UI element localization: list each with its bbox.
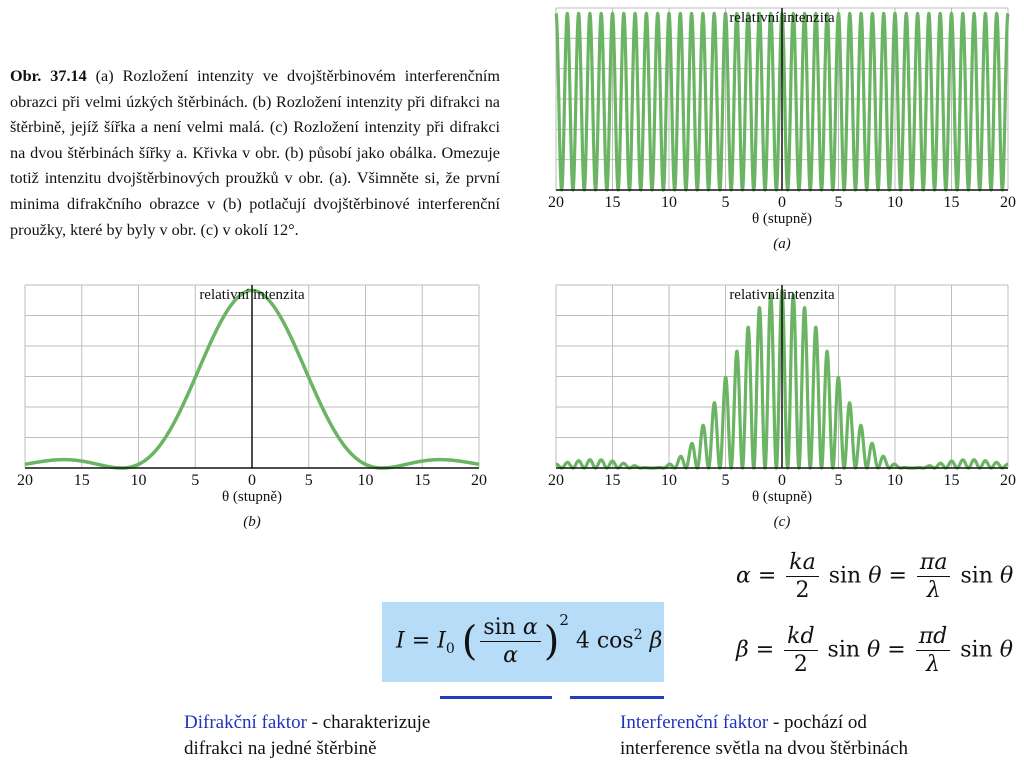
x-axis-label: θ (stupně) <box>221 489 283 505</box>
chart-title: relativní intenzita <box>729 287 835 303</box>
interference-desc-line2: interference světla na dvou štěrbinách <box>620 738 909 759</box>
x-tick-label: 5 <box>834 472 843 489</box>
diffraction-note <box>184 710 504 762</box>
x-tick-label: 0 <box>778 472 786 489</box>
x-tick-label: 0 <box>778 194 786 211</box>
x-tick-label: 5 <box>721 472 730 489</box>
x-tick-label: 10 <box>661 194 677 211</box>
interference-underline <box>570 696 664 699</box>
x-tick-label: 15 <box>604 194 621 211</box>
figure-caption <box>10 64 500 243</box>
x-axis-label: θ (stupně) <box>751 211 813 227</box>
chart-sublabel: (a) <box>773 236 791 252</box>
x-tick-label: 10 <box>357 472 374 489</box>
diffraction-underline <box>440 696 552 699</box>
chart-title: relativní intenzita <box>729 10 835 26</box>
caption-label: Obr. 37.14 <box>10 67 87 85</box>
diffraction-desc-line2: difrakci na jedné štěrbině <box>184 738 377 759</box>
x-axis-label: θ (stupně) <box>751 489 813 505</box>
chart-sublabel: (b) <box>243 514 261 530</box>
interference-desc: - pochází od <box>768 712 867 733</box>
chart-title: relativní intenzita <box>199 287 305 303</box>
x-tick-label: 20 <box>548 472 564 489</box>
beta-formula: β = $\frac{kd}{2}$ sin θ = $\frac{\pi d}{\lambda}$ sin θ <box>736 624 1013 677</box>
chart-a <box>548 0 1014 262</box>
interference-note <box>620 710 1020 762</box>
diffraction-term: Difrakční faktor <box>184 712 307 733</box>
interference-term: Interferenční faktor <box>620 712 769 733</box>
x-tick-label: 5 <box>721 194 730 211</box>
x-tick-label: 20 <box>1000 472 1016 489</box>
x-tick-label: 20 <box>1000 194 1016 211</box>
x-tick-label: 0 <box>248 472 256 489</box>
x-tick-label: 10 <box>130 472 147 489</box>
x-tick-label: 20 <box>471 472 487 489</box>
x-tick-label: 15 <box>604 472 621 489</box>
x-tick-label: 15 <box>414 472 431 489</box>
x-tick-label: 15 <box>943 472 960 489</box>
intensity-formula: $I = I_0$ ( $\frac{\text{sin α}}{\alpha}$ )$^2$ 4 $\cos^2 \beta$ <box>396 611 663 668</box>
caption-text: (a) Rozložení intenzity ve dvojštěrbinovém interferenčním obrazci při velmi úzkých štěrbinách. (b) Rozložení intenzity při difrakci na štěrbině, jejíž šířka a není velmi malá. (c) Rozložení intenzity při difrakci na dvou štěrbinách šířky a. Křivka v obr. (b) působí jako obálka. Omezuje totiž intenzitu dvojštěrbinových proužků v obr. (a). Všimněte si, že první minima difrakčního obrazce v (b) potlačují dvojštěrbinové interferenční proužky, které by byly v obr. (c) v okolí 12°. <box>10 67 501 239</box>
x-tick-label: 5 <box>304 472 313 489</box>
x-tick-label: 10 <box>661 472 677 489</box>
x-tick-label: 10 <box>887 472 903 489</box>
chart-sublabel: (c) <box>773 514 791 530</box>
diffraction-desc: - charakterizuje <box>306 712 431 733</box>
x-tick-label: 10 <box>887 194 903 211</box>
intensity-formula-box <box>382 602 664 682</box>
x-tick-label: 5 <box>191 472 200 489</box>
x-tick-label: 20 <box>17 472 33 489</box>
x-tick-label: 5 <box>834 194 843 211</box>
x-tick-label: 15 <box>943 194 960 211</box>
alpha-formula: α = $\frac{ka}{2}$ sin θ = $\frac{\pi a}{\lambda}$ sin θ <box>736 550 1014 603</box>
x-tick-label: 20 <box>548 194 564 211</box>
chart-b <box>14 282 494 532</box>
chart-c <box>548 282 1014 532</box>
x-tick-label: 15 <box>73 472 90 489</box>
